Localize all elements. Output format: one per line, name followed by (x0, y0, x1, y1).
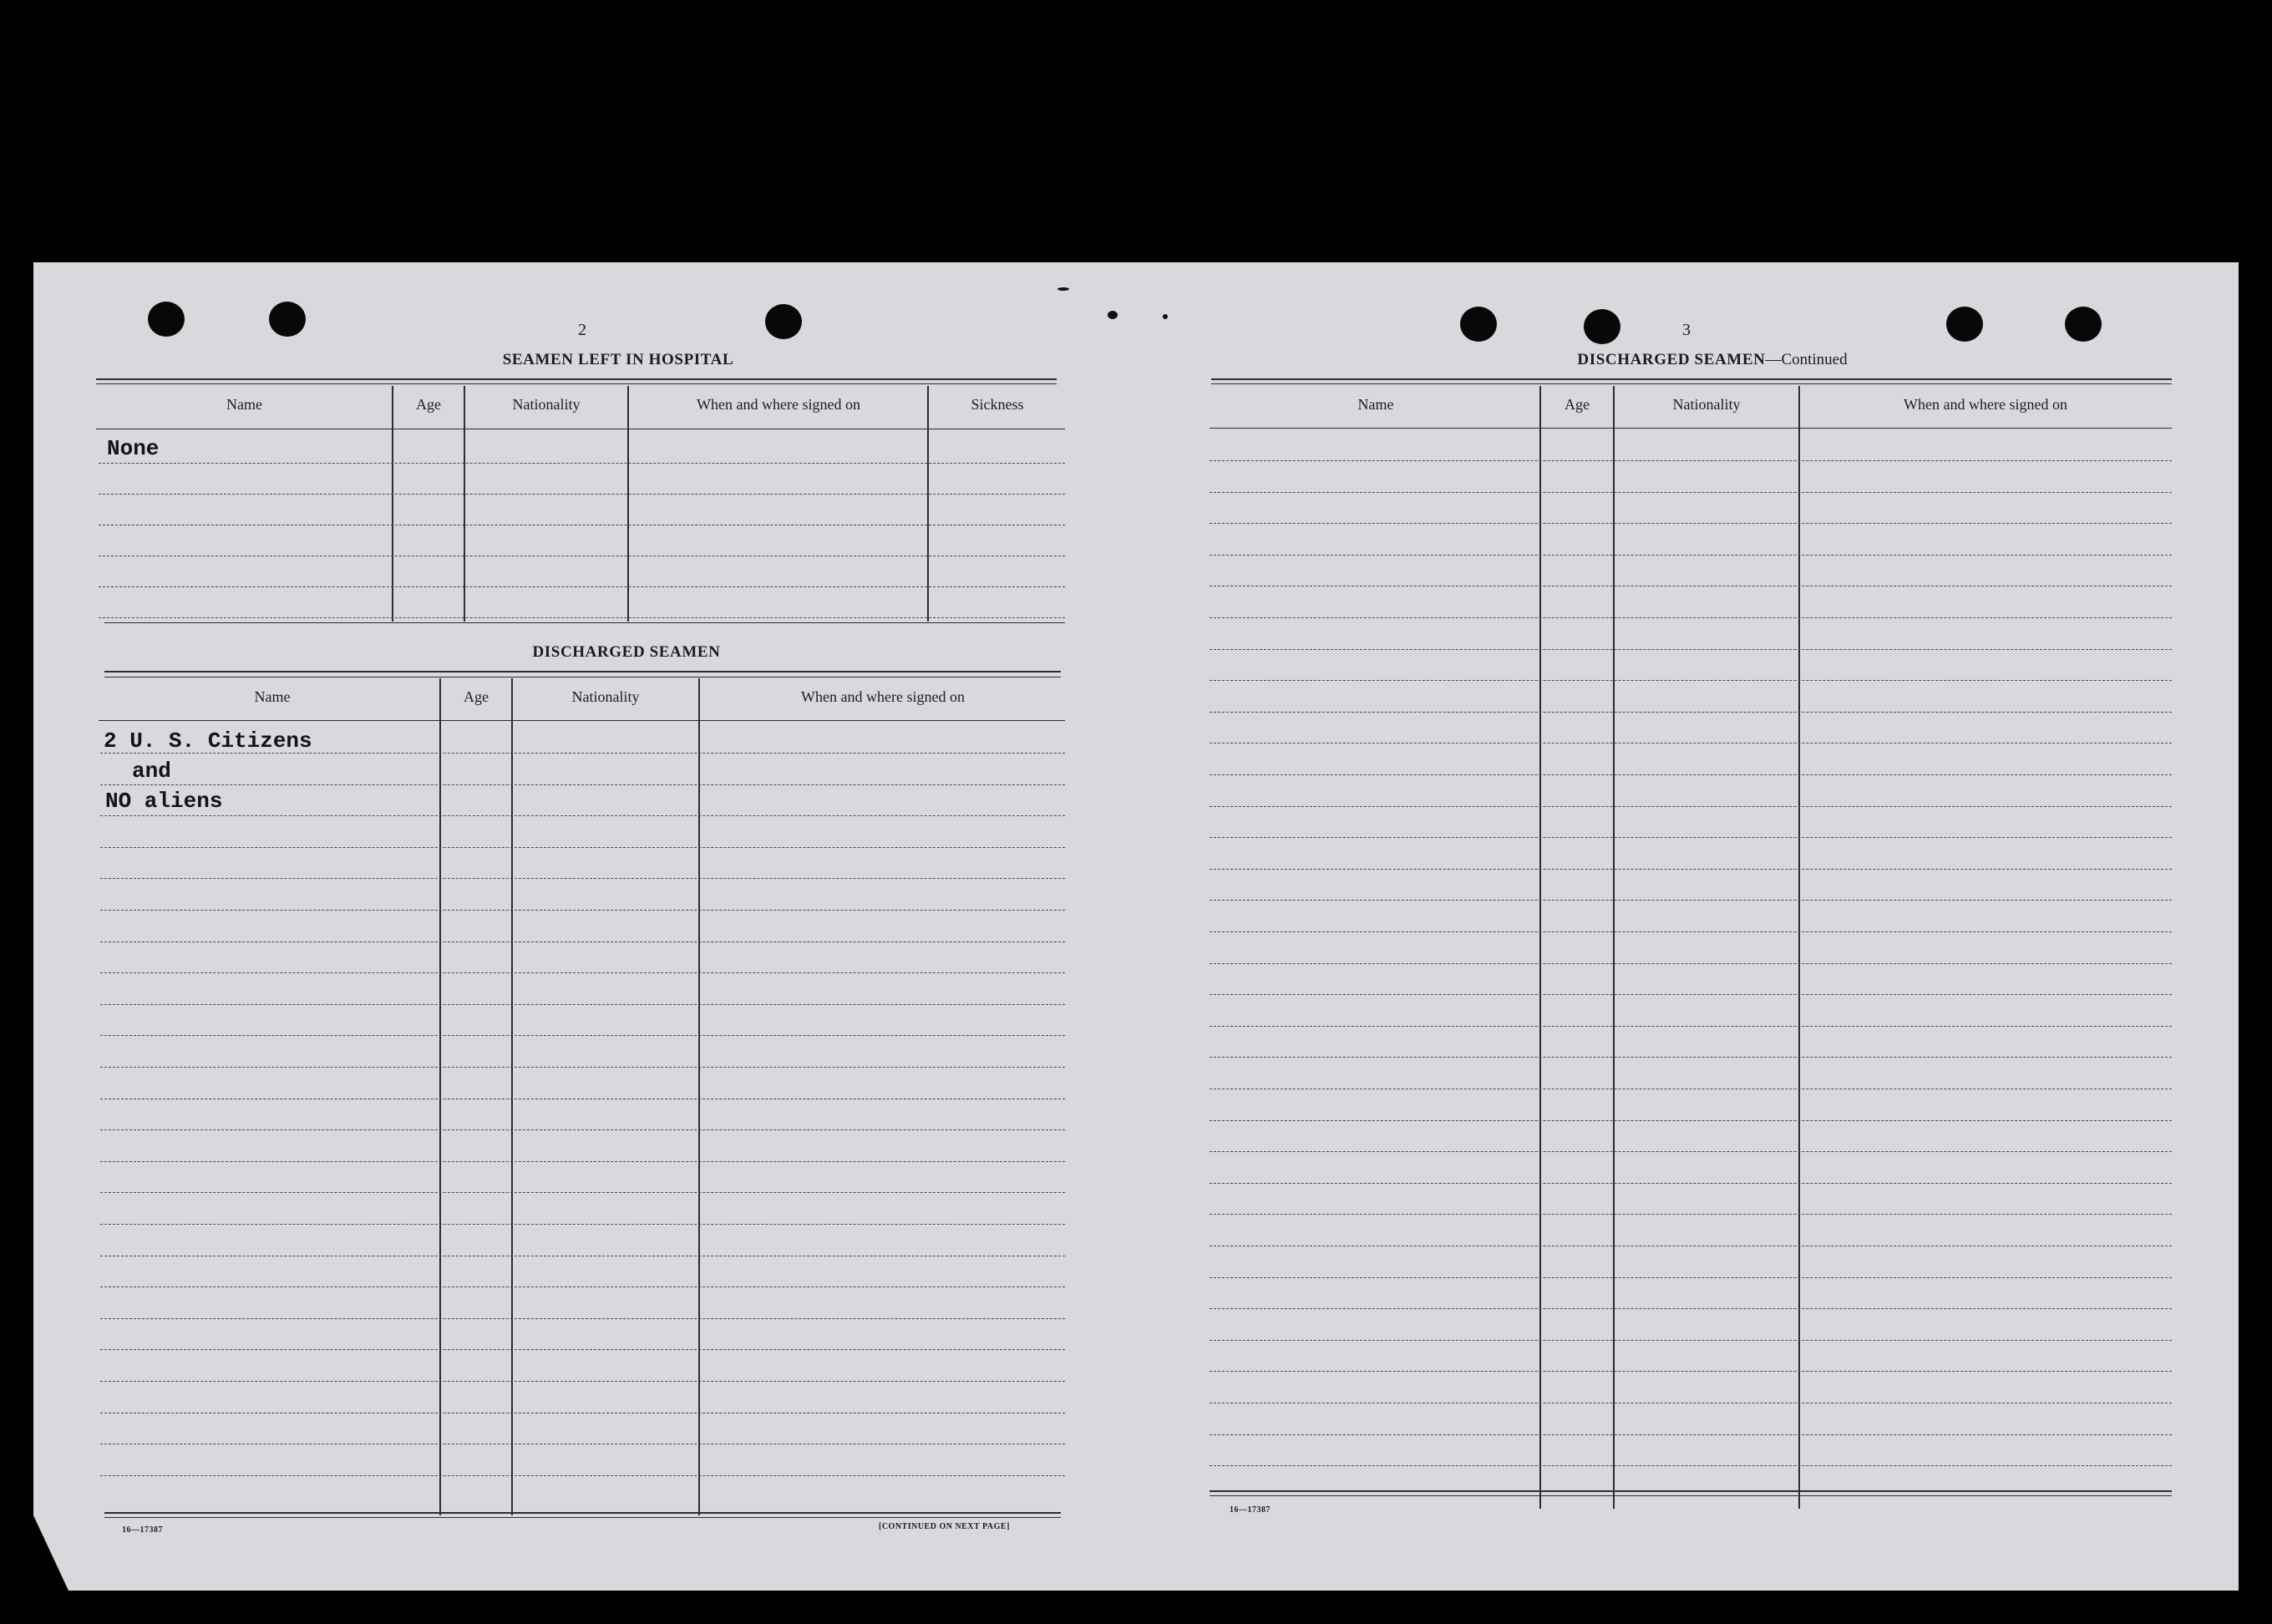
form-number-left: 16—17387 (122, 1525, 163, 1535)
row-line (1210, 1183, 2172, 1184)
hospital-row-line (99, 617, 1065, 618)
hospital-table-top-rule-2 (96, 383, 1057, 384)
right-header-rule (1210, 428, 2172, 429)
discharged-table-bottom-rule (104, 1512, 1061, 1514)
row-line (1210, 617, 2172, 618)
scanned-document (33, 262, 2239, 1591)
row-line (1210, 1214, 2172, 1215)
row-line (1210, 680, 2172, 681)
right-title-main: DISCHARGED SEAMEN (1577, 351, 1766, 368)
row-line (100, 1192, 1065, 1193)
row-line (1210, 649, 2172, 650)
row-line (1210, 994, 2172, 995)
row-line (100, 1349, 1065, 1350)
punch-hole (269, 302, 306, 337)
right-header-signed-on: When and where signed on (1904, 396, 2067, 413)
row-line (1210, 837, 2172, 838)
discharged-entry-and: and (132, 759, 171, 784)
row-line (100, 972, 1065, 973)
hospital-table-top-rule (96, 378, 1057, 380)
row-line (1210, 869, 2172, 870)
punch-hole (765, 304, 802, 339)
discharged-table-top-rule (104, 671, 1061, 672)
row-line (1210, 1340, 2172, 1341)
right-table-top-rule (1211, 378, 2172, 380)
row-line (100, 784, 1065, 785)
discharged-entry-aliens: NO aliens (105, 789, 223, 814)
row-line (1210, 555, 2172, 556)
discharged-header-rule (99, 720, 1065, 721)
page-number-left: 2 (578, 321, 586, 339)
form-number-right: 16—17387 (1230, 1505, 1270, 1515)
row-line (1210, 900, 2172, 901)
row-line (100, 815, 1065, 816)
hospital-table-bottom-rule (104, 622, 1065, 623)
discharged-col-divider (698, 678, 700, 1515)
hospital-header-nationality: Nationality (512, 396, 581, 413)
hospital-header-name: Name (226, 396, 262, 413)
row-line (1210, 1371, 2172, 1372)
row-line (100, 1381, 1065, 1382)
row-line (100, 1129, 1065, 1130)
punch-hole (2065, 307, 2102, 342)
punch-hole (1460, 307, 1497, 342)
row-line (100, 910, 1065, 911)
row-line (100, 1161, 1065, 1162)
folded-corner (33, 1515, 68, 1591)
right-header-name: Name (1357, 396, 1394, 413)
right-title-suffix: —Continued (1765, 351, 1848, 368)
row-line (1210, 523, 2172, 524)
row-line (1210, 1465, 2172, 1466)
row-line (1210, 1434, 2172, 1435)
discharged-header-name: Name (254, 688, 291, 705)
right-table-bottom-rule (1210, 1490, 2172, 1492)
hospital-header-age: Age (416, 396, 441, 413)
hospital-section-title: SEAMEN LEFT IN HOSPITAL (502, 351, 734, 368)
row-line (1210, 1151, 2172, 1152)
ink-speck (1108, 311, 1118, 319)
row-line (1210, 1120, 2172, 1121)
right-header-nationality: Nationality (1672, 396, 1741, 413)
row-line (1210, 806, 2172, 807)
row-line (100, 1318, 1065, 1319)
right-table-bottom-rule-2 (1210, 1495, 2172, 1496)
row-line (1210, 963, 2172, 964)
hospital-row-line (99, 586, 1065, 587)
row-line (100, 847, 1065, 848)
row-line (1210, 1308, 2172, 1309)
page-number-right: 3 (1682, 321, 1691, 339)
discharged-col-divider (439, 678, 441, 1515)
row-line (100, 878, 1065, 879)
discharged-header-signed-on: When and where signed on (801, 688, 965, 705)
row-line (100, 1224, 1065, 1225)
discharged-col-divider (511, 678, 513, 1515)
row-line (1210, 492, 2172, 493)
row-line (100, 1035, 1065, 1036)
row-line (1210, 712, 2172, 713)
ink-speck (1163, 314, 1168, 319)
discharged-header-age: Age (464, 688, 489, 705)
row-line (100, 1004, 1065, 1005)
discharged-section-title: DISCHARGED SEAMEN (532, 643, 721, 661)
continued-note: [CONTINUED ON NEXT PAGE] (879, 1522, 1010, 1531)
hospital-entry-none: None (107, 436, 160, 461)
discharged-entry-citizens: 2 U. S. Citizens (104, 728, 312, 754)
discharged-header-nationality: Nationality (571, 688, 640, 705)
row-line (100, 1067, 1065, 1068)
punch-hole (148, 302, 185, 337)
row-line (1210, 1026, 2172, 1027)
hospital-row-line (99, 494, 1065, 495)
right-header-age: Age (1565, 396, 1590, 413)
row-line (1210, 931, 2172, 932)
punch-hole (1946, 307, 1983, 342)
right-section-title (1437, 351, 1988, 369)
hospital-header-signed-on: When and where signed on (697, 396, 860, 413)
discharged-table-top-rule-2 (104, 677, 1061, 678)
hospital-row-line (99, 463, 1065, 464)
right-table-top-rule-2 (1211, 383, 2172, 384)
row-line (1210, 1057, 2172, 1058)
row-line (100, 1475, 1065, 1476)
row-line (100, 941, 1065, 942)
ink-speck (1057, 287, 1069, 291)
discharged-table-bottom-rule-2 (104, 1517, 1061, 1518)
row-line (1210, 460, 2172, 461)
row-line (1210, 774, 2172, 775)
punch-hole (1584, 309, 1620, 344)
hospital-header-sickness: Sickness (971, 396, 1024, 413)
row-line (1210, 1277, 2172, 1278)
